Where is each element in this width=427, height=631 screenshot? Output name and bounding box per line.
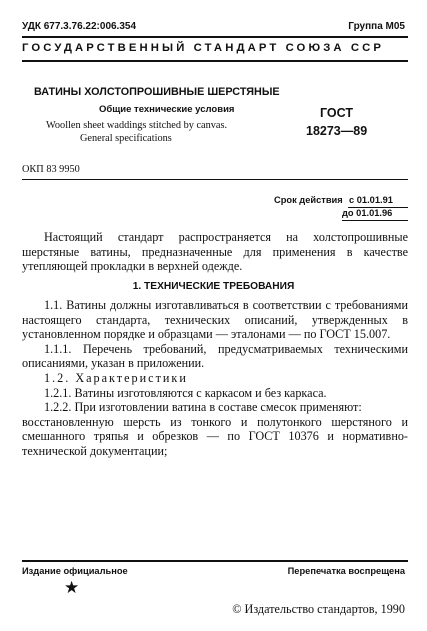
validity-to-underline [342,220,408,221]
okp-code: ОКП 83 9950 [22,164,80,175]
clause-1-2-2: 1.2.2. При изготовлении ватина в составе смесок применяют: [44,400,362,415]
section-heading: 1. ТЕХНИЧЕСКИЕ ТРЕБОВАНИЯ [132,281,295,292]
validity-from: с 01.01.91 [349,195,393,205]
title-block-rule [22,179,408,180]
clause-1-1-1: 1.1.1. Перечень требований, предусматриваемых техническими описаниями, указан в приложении. [22,341,408,371]
clause-1-2-1: 1.2.1. Ватины изготовляются с каркасом и без каркаса. [44,385,327,400]
state-standard-banner: ГОСУДАРСТВЕННЫЙ СТАНДАРТ СОЮЗА ССР [22,42,385,54]
group-code: Группа М05 [348,21,405,32]
header-bottom-rule [22,60,408,62]
reprint-prohibited-label: Перепечатка воспрещена [287,566,405,576]
requirements-body [22,298,408,459]
document-title: ВАТИНЫ ХОЛСТОПРОШИВНЫЕ ШЕРСТЯНЫЕ [34,86,280,98]
udk-code: УДК 677.3.76.22:006.354 [22,21,137,32]
validity-to: до 01.01.96 [342,208,393,218]
clause-1-1: 1.1. Ватины должны изготавливаться в соответствии с требованиями настоящего стандарта, технических описаний, утвержденных в установленном порядке и образцами — эталонами — по ГОСТ 15.007. [22,298,408,342]
scope-paragraph [22,230,408,274]
footer-rule [22,560,408,562]
document-subtitle: Общие технические условия [99,104,235,115]
gost-label: ГОСТ [320,106,353,120]
english-title-line2: General specifications [80,133,172,144]
clause-1-2: 1.2. Характеристики [44,370,188,385]
clause-1-2-2-text: восстановленную шерсть из тонкого и полутонкого шерстяного и смешанного тряпья и обрезков — по ГОСТ 10376 и нормативно-технической документации; [22,414,408,458]
copyright-notice: © Издательство стандартов, 1990 [232,602,405,616]
english-title-line1: Woollen sheet waddings stitched by canvas. [46,120,228,131]
official-edition-label: Издание официальное [22,566,128,576]
star-icon: ★ [64,578,80,597]
header-top-rule [22,36,408,38]
scope-text: Настоящий стандарт распространяется на холстопрошивные шерстяные ватины, предназначенные для применения в качестве утепляющей прокладки в верхней одежде. [22,230,408,274]
validity-label: Срок действия [274,195,343,205]
gost-number: 18273—89 [306,124,368,138]
